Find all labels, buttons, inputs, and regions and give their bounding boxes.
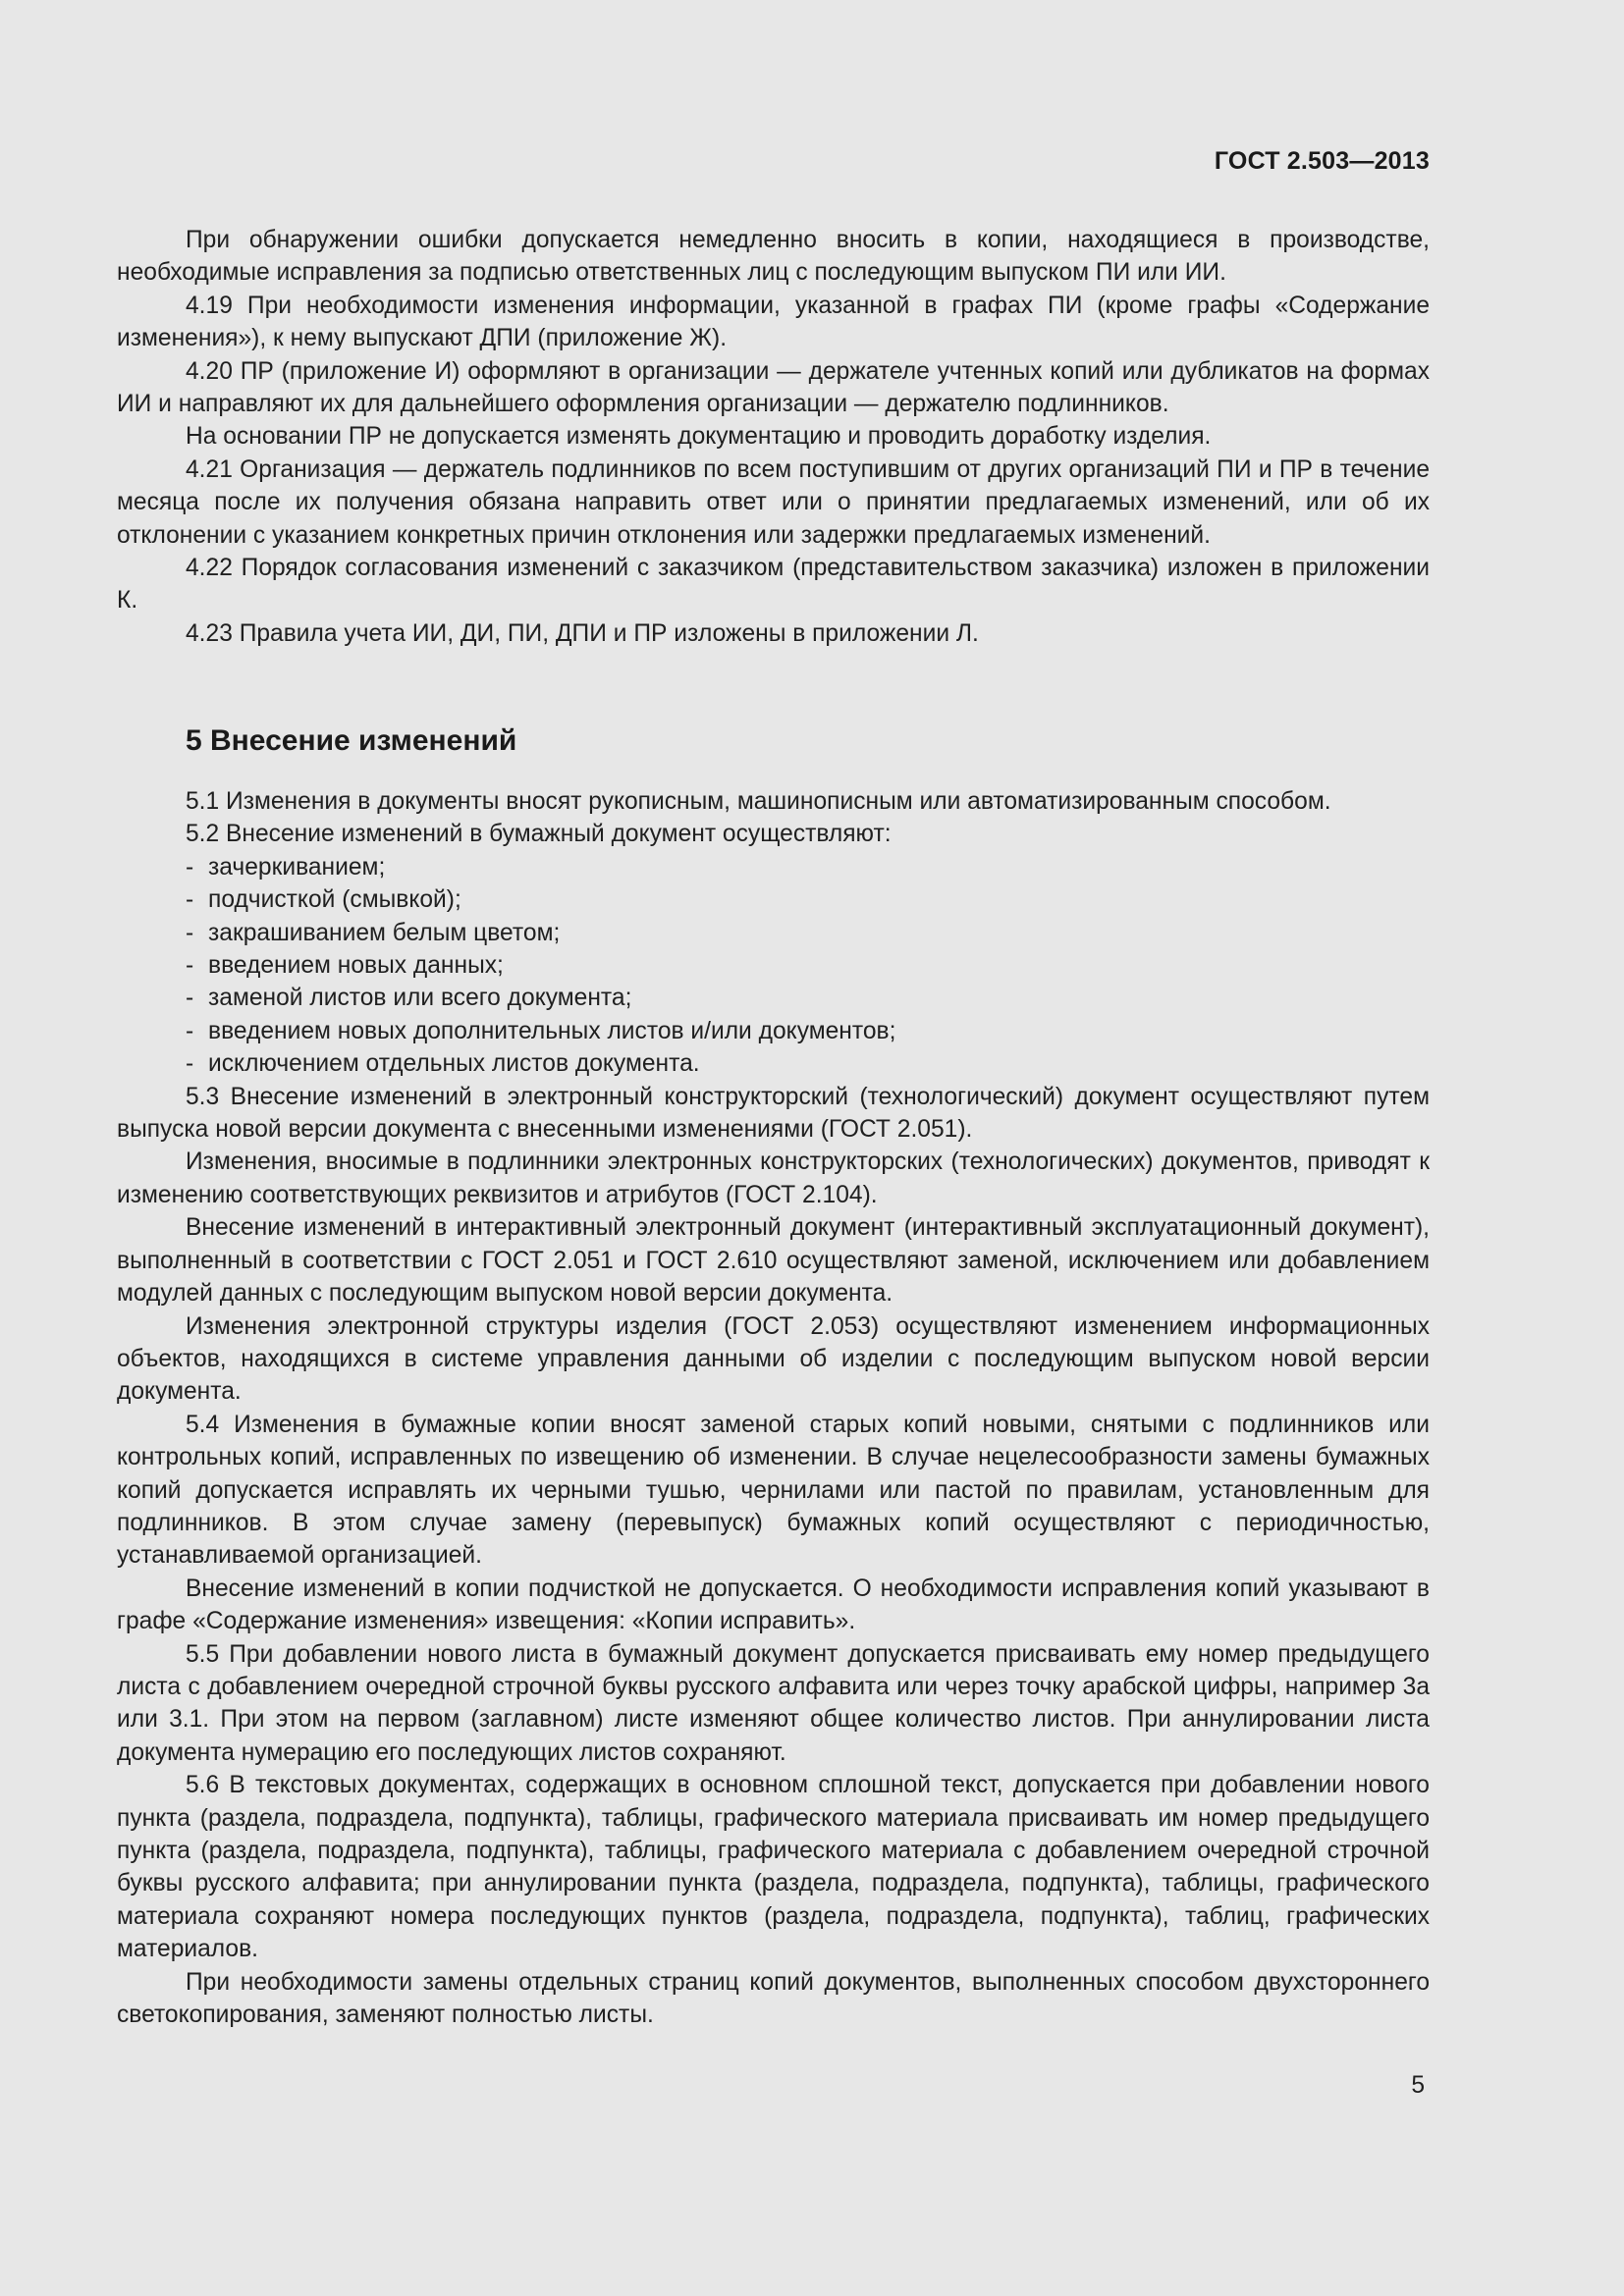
paragraph-4-23: 4.23 Правила учета ИИ, ДИ, ПИ, ДПИ и ПР изложены в приложении Л. [186,619,979,647]
paragraph-original-changes: Изменения, вносимые в подлинники электронных конструкторских (технологических) документов, приводят к изменению соответствующих реквизитов и атрибутов (ГОСТ 2.104). [117,1148,1430,1208]
section-5-heading: 5 Внесение изменений [186,724,517,757]
text-block-section-4 [117,224,1430,650]
paragraph-pr-restriction: На основании ПР не допускается изменять документацию и проводить доработку изделия. [186,423,1212,451]
list-item: - введением новых дополнительных листов и/или документов; [186,1015,1430,1047]
page-number: 5 [1411,2072,1425,2099]
paragraph-5-6: 5.6 В текстовых документах, содержащих в основном сплошной текст, допускается при добавлении нового пункта (раздела, подраздела, подпункта), таблицы, графического материала присваивать им номер предыдущего пункта (раздела, подраздела, подпункта), таблицы, графического материала с добавлением очередной строчной буквы русского алфавита; при аннулировании пункта (раздела, подраздела, подпункта), таблицы, графического материала сохраняют номера последующих пунктов (раздела, подраздела, подпункта), таблиц, графических материалов. [117,1772,1430,1963]
document-code-header: ГОСТ 2.503—2013 [1214,147,1430,175]
list-item: - введением новых данных; [186,949,1430,982]
paragraph-interactive-document: Внесение изменений в интерактивный электронный документ (интерактивный эксплуатационный документ), выполненный в соответствии с ГОСТ 2.051 и ГОСТ 2.610 осуществляют заменой, исключением или добавлением модулей данных с последующим выпуском новой версии документа. [117,1214,1430,1308]
paragraph-4-22: 4.22 Порядок согласования изменений с заказчиком (представительством заказчика) изложен в приложении К. [117,555,1430,614]
list-item: - исключением отдельных листов документа. [186,1047,1430,1080]
paragraph-4-21: 4.21 Организация — держатель подлинников по всем поступившим от других организаций ПИ и ПР в течение месяца после их получения обязана направить ответ или о принятии предлагаемых изменений, или об их отклонении с указанием конкретных причин отклонения или задержки предлагаемых изменений. [117,455,1430,549]
change-methods-list [117,851,1430,1081]
paragraph-4-19: 4.19 При необходимости изменения информации, указанной в графах ПИ (кроме графы «Содержание изменения»), к нему выпускают ДПИ (приложение Ж). [117,292,1430,352]
paragraph-5-2: 5.2 Внесение изменений в бумажный документ осуществляют: [186,821,892,848]
list-item: - зачеркиванием; [186,851,1430,883]
text-block-section-5 [117,785,1430,2031]
list-item: - заменой листов или всего документа; [186,982,1430,1014]
paragraph-5-5: 5.5 При добавлении нового листа в бумажный документ допускается присваивать ему номер предыдущего листа с добавлением очередной строчной буквы русского алфавита или через точку арабской цифры, например 3а или 3.1. При этом на первом (заглавном) листе изменяют общее количество листов. При аннулировании листа документа нумерацию его последующих листов сохраняют. [117,1640,1430,1766]
list-item: - подчисткой (смывкой); [186,883,1430,916]
paragraph-error-correction: При обнаружении ошибки допускается немедленно вносить в копии, находящиеся в производстве, необходимые исправления за подписью ответственных лиц с последующим выпуском ПИ или ИИ. [117,227,1430,287]
paragraph-electronic-structure: Изменения электронной структуры изделия (ГОСТ 2.053) осуществляют изменением информационных объектов, находящихся в системе управления данными об изделии с последующим выпуском новой версии документа. [117,1312,1430,1406]
list-item: - закрашиванием белым цветом; [186,917,1430,949]
paragraph-duplex-copies: При необходимости замены отдельных страниц копий документов, выполненных способом двухстороннего светокопирования, заменяют полностью листы. [117,1968,1430,2029]
paragraph-5-3: 5.3 Внесение изменений в электронный конструкторский (технологический) документ осуществляют путем выпуска новой версии документа с внесенными изменениями (ГОСТ 2.051). [117,1083,1430,1144]
paragraph-4-20: 4.20 ПР (приложение И) оформляют в организации — держателе учтенных копий или дубликатов на формах ИИ и направляют их для дальнейшего оформления организации — держателю подлинников. [117,357,1430,418]
paragraph-5-1: 5.1 Изменения в документы вносят рукописным, машинописным или автоматизированным способом. [186,788,1331,815]
paragraph-5-4: 5.4 Изменения в бумажные копии вносят заменой старых копий новыми, снятыми с подлинников или контрольных копий, исправленных по извещению об изменении. В случае нецелесообразности замены бумажных копий допускается исправлять их черными тушью, чернилами или пастой по правилам, установленным для подлинников. В этом случае замену (перевыпуск) бумажных копий осуществляют с периодичностью, устанавливаемой организацией. [117,1411,1430,1570]
paragraph-no-erasure: Внесение изменений в копии подчисткой не допускается. О необходимости исправления копий указывают в графе «Содержание изменения» извещения: «Копии исправить». [117,1575,1430,1635]
